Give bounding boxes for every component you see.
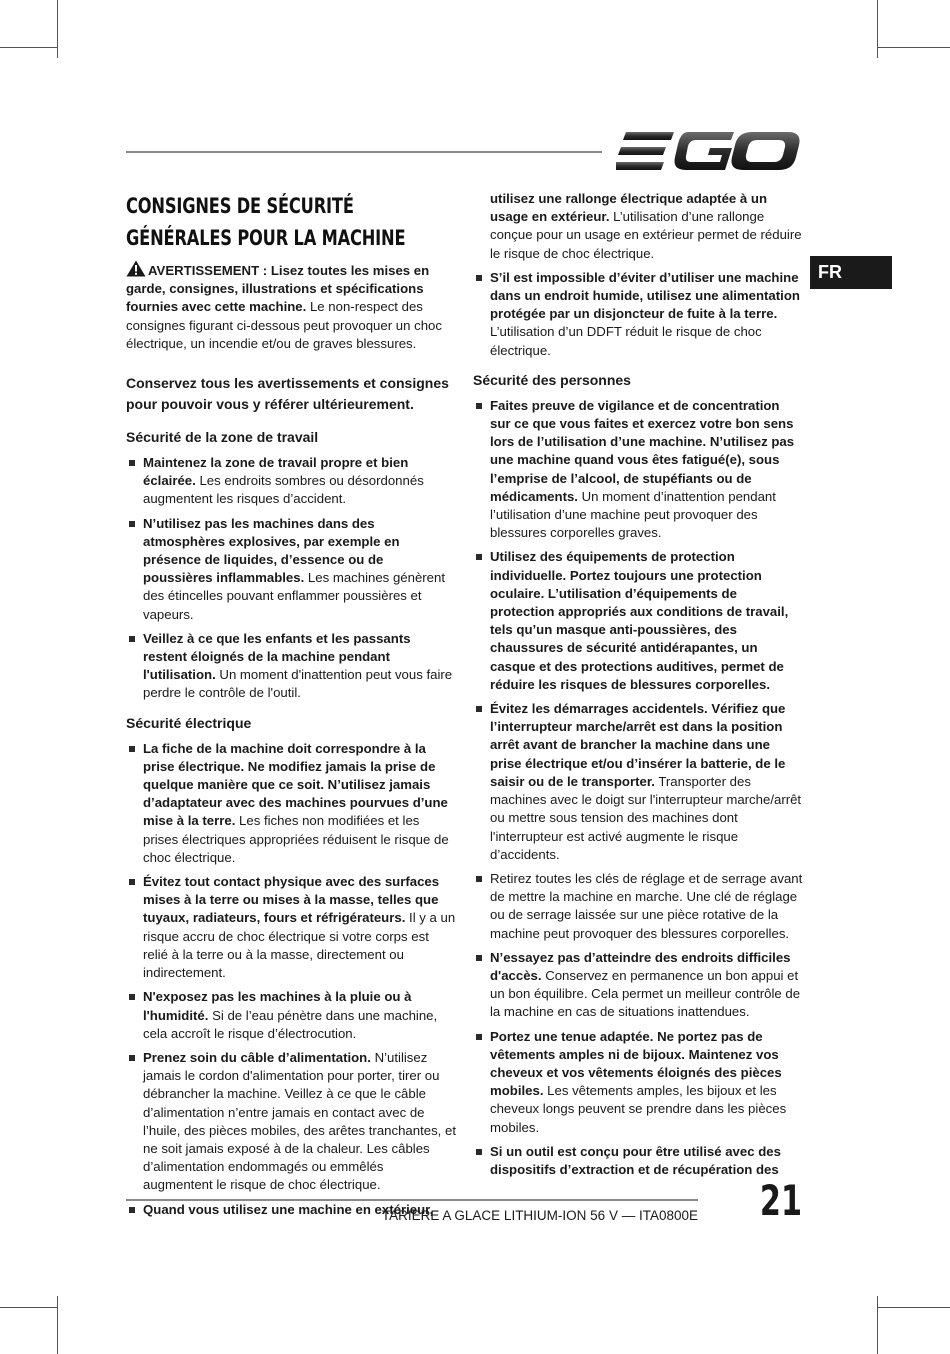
personal-list [473,397,803,1179]
item-bold: N’utilisez pas les machines dans des atmosphères explosives, par exemple en présence de liquides, d’essence ou de poussières inflammables. [143,515,400,586]
item-bold: Veillez à ce que les enfants et les passants restent éloignés de la machine pendant l'utilisation. [143,630,411,683]
item-bold: utilisez une rallonge électrique adaptée à un usage en extérieur. [490,191,768,225]
list-item [473,397,803,543]
warning-bold: AVERTISSEMENT : Lisez toutes les mises en garde, consignes, illustrations et spécifications fournies avec cette machine. [126,263,430,315]
item-text: Un moment d'inattention peut vous faire perdre le contrôle de l'outil. [143,667,453,701]
crop-mark [877,0,878,58]
item-text: Si de l’eau pénètre dans une machine, cela accroît le risque d’électrocution. [143,1007,438,1041]
crop-mark [877,47,950,48]
item-bold: Prenez soin du câble d’alimentation. [143,1049,371,1065]
crop-mark [0,47,57,48]
item-text: Les machines génèrent des étincelles pouvant enflammer poussières et vapeurs. [143,570,446,622]
list-item [126,515,456,624]
list-item [126,454,456,509]
list-item [473,269,803,360]
section-title: CONSIGNES DE SÉCURITÉ GÉNÉRALES POUR LA MACHINE [126,194,406,250]
list-item [126,873,456,982]
item-text: N’utilisez jamais le cordon d'alimentation pour porter, tirer ou débrancher la machine. Veillez à ce que le câble d’alimentation n’entre jamais en contact avec de l’huile, des pièces mobiles, des arêtes tranchantes, et ne soit jamais exposé à de la chaleur. Les câbles d’alimentation endommagés ou emmêlés augmentent le risque de choc électrique. [143,1049,457,1193]
list-item [126,630,456,703]
page-number: 21 [759,1176,802,1225]
ego-logo [616,128,800,174]
keep-instructions: Conservez tous les avertissements et consignes pour pouvoir vous y référer ultérieurement. [126,375,449,413]
list-item [473,700,803,864]
item-bold: N'exposez pas les machines à la pluie ou à l'humidité. [143,989,412,1023]
item-text: L’utilisation d’un DDFT réduit le risque de choc électrique. [490,324,762,358]
item-bold: S’il est impossible d’éviter d’utiliser une machine dans un endroit humide, utilisez une alimentation protégée par un disjoncteur de fuite à la terre. [490,269,800,322]
electrical-list-continued [473,190,803,360]
footer-rule [126,1199,698,1201]
crop-mark [0,1307,57,1308]
item-bold: Si un outil est conçu pour être utilisé avec des dispositifs d’extraction et de récupération des [490,1143,781,1177]
item-bold: Utilisez des équipements de protection individuelle. Portez toujours une protection oculaire. L’utilisation d’équipements de protection appropriés aux conditions de travail, tels qu’un masque anti-poussières, des chaussures de sécurité antidérapantes, un casque et des protections auditives, permet de réduire les risques de blessures corporelles. [490,549,789,692]
item-bold: Portez une tenue adaptée. Ne portez pas de vêtements amples ni de bijoux. Maintenez vos cheveux et vos vêtements éloignés des pièces mobiles. [490,1028,782,1099]
list-item [126,1049,456,1195]
footer-product-name: TARIERE A GLACE LITHIUM-ION 56 V — ITA0800E [381,1208,698,1223]
item-text: Les endroits sombres ou désordonnés augmentent les risques d’accident. [143,473,424,507]
item-text: Retirez toutes les clés de réglage et de serrage avant de mettre la machine en marche. Une clé de réglage ou de serrage laissée sur une pièce rotative de la machine peut provoquer des blessures corporelles. [490,870,803,941]
item-bold: La fiche de la machine doit correspondre à la prise électrique. Ne modifiez jamais la prise de quelque manière que ce soit. N’utilisez jamais d’adaptateur avec des machines pourvues d’une mise à la terre. [143,740,448,829]
electrical-list [126,740,456,1219]
list-item [473,1143,803,1179]
item-bold: Faites preuve de vigilance et de concentration sur ce que vous faites et exercez votre bon sens lors de l’utilisation d’une machine. N’utilisez pas une machine quand vous êtes fatigué(e), sous l’emprise de l’alcool, de stupéfiants ou de médicaments. [490,397,795,504]
item-text: Un moment d’inattention pendant l’utilisation d’une machine peut provoquer des blessures corporelles graves. [490,488,776,541]
heading-electrical: Sécurité électrique [126,714,252,731]
crop-mark [57,0,58,58]
list-item [473,949,803,1022]
item-bold: Évitez tout contact physique avec des surfaces mises à la terre ou mises à la masse, telles que tuyaux, radiateurs, fours et réfrigérateurs. [143,874,440,926]
item-text: Il y a un risque accru de choc électrique si votre corps est relié à la terre ou à la masse, directement ou indirectement. [143,910,456,981]
warning-triangle-icon [126,260,146,277]
crop-mark [877,1296,878,1354]
warning-text: Le non-respect des consignes figurant ci-dessous peut provoquer un choc électrique, un incendie et/ou de graves blessures. [126,299,442,351]
list-item [473,1028,803,1137]
item-text: Conservez en permanence un bon appui et un bon équilibre. Cela permet un meilleur contrôle de la machine en cas de situations inattendues. [490,967,801,1020]
list-item [473,548,803,694]
item-text: L’utilisation d’une rallonge conçue pour un usage en extérieur permet de réduire le risque de choc électrique. [490,209,802,261]
warning-paragraph [126,260,456,353]
item-text: Transporter des machines avec le doigt sur l'interrupteur marche/arrêt ou mettre sous tension des machines dont l'interrupteur est activé augmente le risque d’accidents. [490,773,802,862]
work-area-list [126,454,456,703]
list-item [126,740,456,867]
list-item-continued [473,190,803,263]
heading-personal: Sécurité des personnes [473,371,631,388]
heading-work-area: Sécurité de la zone de travail [126,429,319,446]
list-item [126,988,456,1043]
item-bold: Quand vous utilisez une machine en extérieur, [143,1201,434,1217]
item-bold: Évitez les démarrages accidentels. Vérifiez que l’interrupteur marche/arrêt est dans la position arrêt avant de brancher la machine dans une prise électrique et/ou d’insérer la batterie, de le saisir ou de le transporter. [490,701,786,789]
right-column [473,190,803,1189]
item-text: Les vêtements amples, les bijoux et les cheveux longs peuvent se prendre dans les pièces mobiles. [490,1083,787,1135]
crop-mark [57,1296,58,1354]
item-text: Les fiches non modifiées et les prises électriques appropriées réduisent le risque de choc électrique. [143,813,449,865]
item-bold: N’essayez pas d’atteindre des endroits difficiles d'accès. [490,949,791,983]
crop-mark [877,1307,950,1308]
left-column [126,190,456,1229]
item-bold: Maintenez la zone de travail propre et bien éclairée. [143,455,409,489]
header-rule [126,151,602,153]
list-item [473,870,803,943]
language-tab: FR [810,256,892,289]
